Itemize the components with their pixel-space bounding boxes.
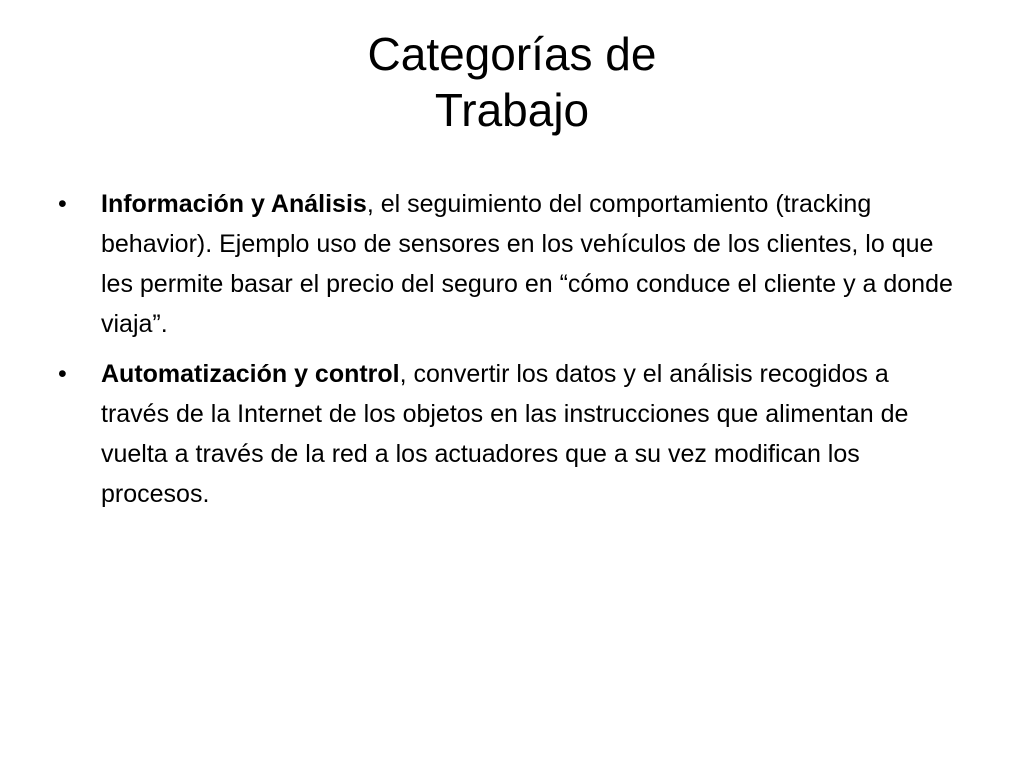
bullet-icon: • (58, 360, 67, 388)
bullet-list (58, 184, 958, 524)
bullet-text: , convertir los datos y el análisis recogidos a través de la Internet de los objetos en las instrucciones que alimentan de vuelta a través de la red a los actuadores que a su vez modifican los procesos. (101, 360, 909, 508)
bullet-item-informacion-analisis (58, 184, 958, 344)
bullet-icon: • (58, 190, 67, 218)
bullet-heading: Información y Análisis (101, 190, 367, 218)
bullet-item-automatizacion-control (58, 354, 958, 514)
slide-title-line-1: Categorías de (367, 28, 657, 80)
slide-title-line-2: Trabajo (434, 84, 590, 136)
slide-title (112, 26, 912, 138)
bullet-heading: Automatización y control (101, 360, 400, 388)
bullet-text: , el seguimiento del comportamiento (tracking behavior). Ejemplo uso de sensores en los vehículos de los clientes, lo que les permite basar el precio del seguro en “cómo conduce el cliente y a donde viaja”. (101, 190, 953, 338)
